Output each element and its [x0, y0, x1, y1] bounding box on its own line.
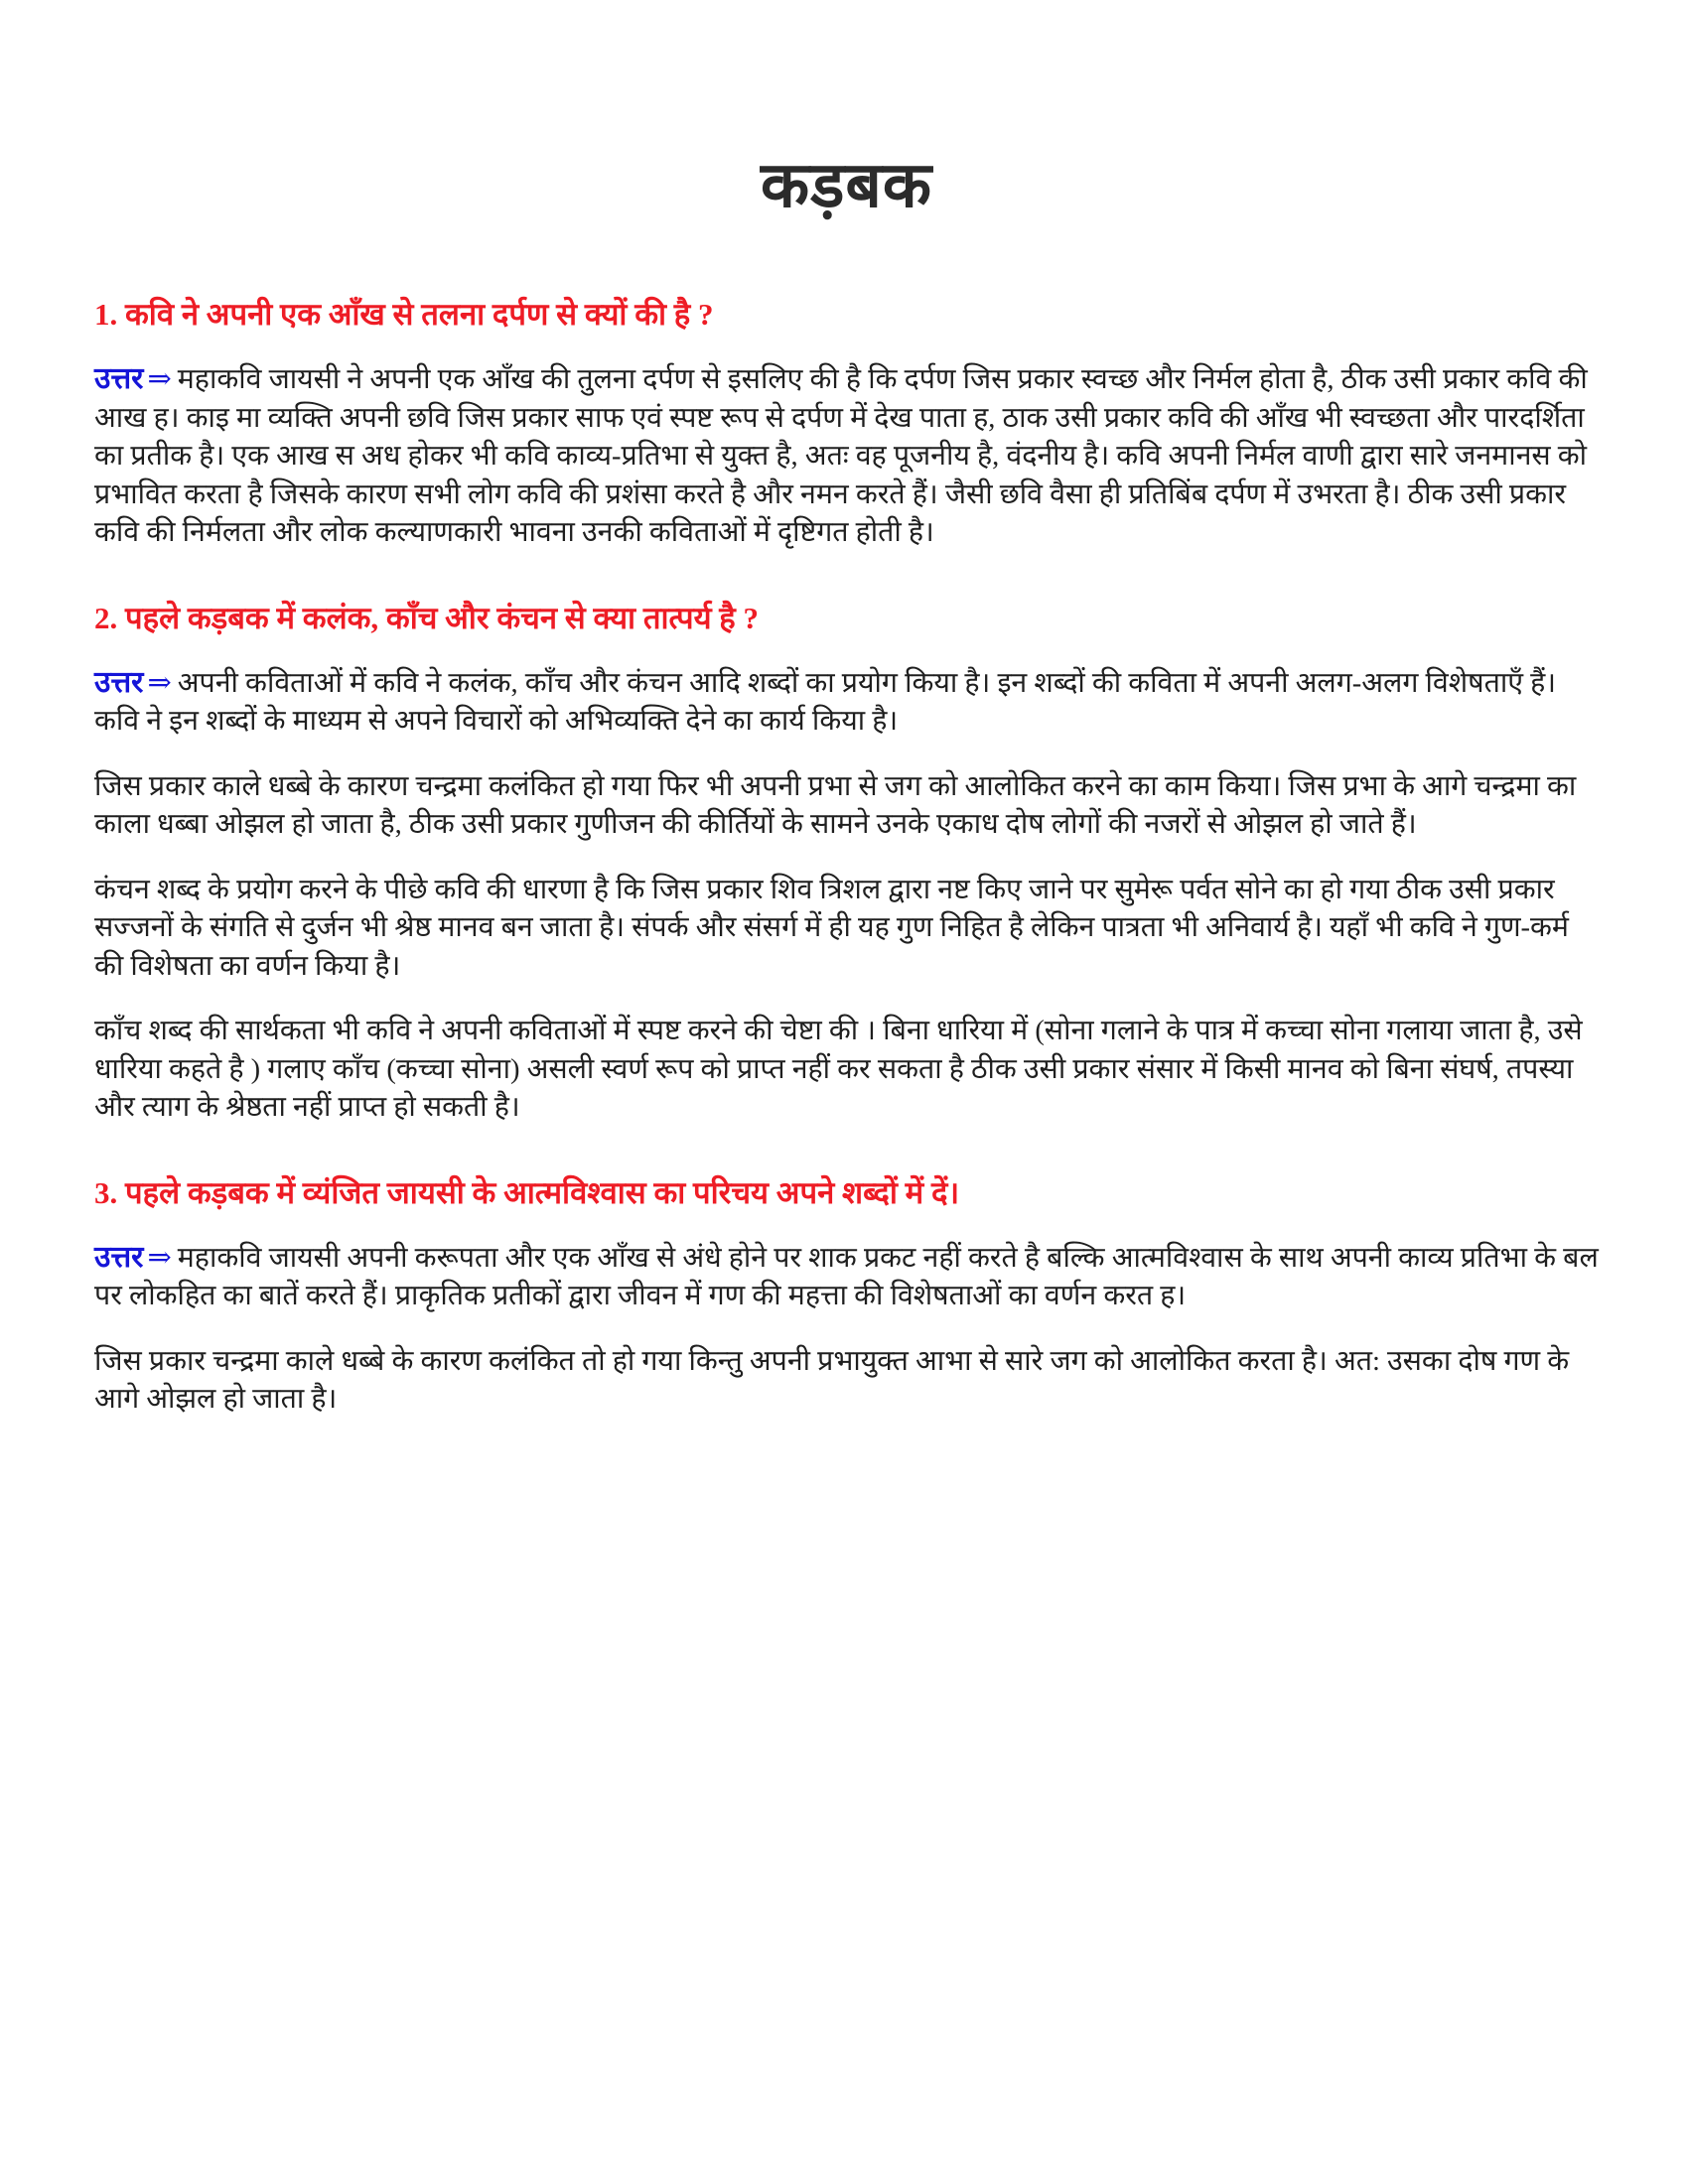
- answer-1-paragraph-1: [94, 360, 1599, 553]
- qa-section-2: [94, 599, 1599, 1128]
- answer-arrow-icon: ⇒: [147, 666, 172, 699]
- answer-2-paragraph-4: काँच शब्द की सार्थकता भी कवि ने अपनी कविताओं में स्पष्ट करने की चेष्टा की । बिना धारिया में (सोना गलाने के पात्र में कच्चा सोना गलाया जाता है, उसे धारिया कहते है ) गलाए काँच (कच्चा सोना) असली स्वर्ण रूप को प्राप्त नहीं कर सकता है ठीक उसी प्रकार संसार में किसी मानव को बिना संघर्ष, तपस्या और त्याग के श्रेष्ठता नहीं प्राप्त हो सकती है।: [94, 1016, 1583, 1123]
- answer-2-paragraph-3: कंचन शब्द के प्रयोग करने के पीछे कवि की धारणा है कि जिस प्रकार शिव त्रिशल द्वारा नष्ट किए जाने पर सुमेरू पर्वत सोने का हो गया ठीक उसी प्रकार सज्जनों के संगति से दुर्जन भी श्रेष्ठ मानव बन जाता है। संपर्क और संसर्ग में ही यह गुण निहित है लेकिन पात्रता भी अनिवार्य है। यहाँ भी कवि ने गुण-कर्म की विशेषता का वर्णन किया है।: [94, 874, 1569, 982]
- page-title: कड़बक: [760, 150, 933, 220]
- answer-3-text: महाकवि जायसी अपनी करूपता और एक आँख से अंधे होने पर शाक प्रकट नहीं करते है बल्कि आत्मविश्वास के साथ अपनी काव्य प्रतिभा के बल पर लोकहित का बातें करते हैं। प्राकृतिक प्रतीकों द्वारा जीवन में गण की महत्ता की विशेषताओं का वर्णन करत ह।: [94, 1242, 1599, 1311]
- answer-3-paragraph-1: [94, 1239, 1599, 1316]
- question-3: 3. पहले कड़बक में व्यंजित जायसी के आत्मविश्वास का परिचय अपने शब्दों में दें।: [94, 1174, 960, 1210]
- answer-2-paragraph-1: [94, 664, 1599, 742]
- answer-label: उत्तर: [94, 362, 144, 395]
- answer-arrow-icon: ⇒: [147, 1241, 172, 1274]
- answer-label: उत्तर: [94, 1240, 144, 1274]
- answer-3-paragraph-2: जिस प्रकार चन्द्रमा काले धब्बे के कारण कलंकित तो हो गया किन्तु अपनी प्रभायुक्त आभा से सारे जग को आलोकित करता है। अत: उसका दोष गण के आगे ओझल हो जाता है।: [94, 1345, 1570, 1415]
- answer-2-text: अपनी कविताओं में कवि ने कलंक, काँच और कंचन आदि शब्दों का प्रयोग किया है। इन शब्दों की कविता में अपनी अलग-अलग विशेषताएँ हैं। कवि ने इन शब्दों के माध्यम से अपने विचारों को अभिव्यक्ति देने का कार्य किया है।: [94, 667, 1557, 737]
- question-2: 2. पहले कड़बक में कलंक, काँच और कंचन से क्या तात्पर्य है ?: [94, 600, 760, 635]
- answer-1-text: महाकवि जायसी ने अपनी एक आँख की तुलना दर्पण से इसलिए की है कि दर्पण जिस प्रकार स्वच्छ और निर्मल होता है, ठीक उसी प्रकार कवि की आख ह। काइ मा व्यक्ति अपनी छवि जिस प्रकार साफ एवं स्पष्ट रूप से दर्पण में देख पाता ह, ठाक उसी प्रकार कवि की आँख भी स्वच्छता और पारदर्शिता का प्रतीक है। एक आख स अध होकर भी कवि काव्य-प्रतिभा से युक्त है, अतः वह पूजनीय है, वंदनीय है। कवि अपनी निर्मल वाणी द्वारा सारे जनमानस को प्रभावित करता है जिसके कारण सभी लोग कवि की प्रशंसा करते है और नमन करते हैं। जैसी छवि वैसा ही प्रतिबिंब दर्पण में उभरता है। ठीक उसी प्रकार कवि की निर्मलता और लोक कल्याणकारी भावना उनकी कविताओं में दृष्टिगत होती है।: [94, 364, 1588, 548]
- qa-section-3: [94, 1173, 1599, 1420]
- question-1: 1. कवि ने अपनी एक आँख से तलना दर्पण से क्यों की है ?: [94, 297, 714, 332]
- answer-label: उत्तर: [94, 665, 144, 699]
- answer-2-paragraph-2: जिस प्रकार काले धब्बे के कारण चन्द्रमा कलंकित हो गया फिर भी अपनी प्रभा से जग को आलोकित करने का काम किया। जिस प्रभा के आगे चन्द्रमा का काला धब्बा ओझल हो जाता है, ठीक उसी प्रकार गुणीजन की कीर्तियों के सामने उनके एकाध दोष लोगों की नजरों से ओझल हो जाते हैं।: [94, 770, 1577, 840]
- answer-arrow-icon: ⇒: [147, 363, 172, 395]
- qa-section-1: [94, 295, 1599, 553]
